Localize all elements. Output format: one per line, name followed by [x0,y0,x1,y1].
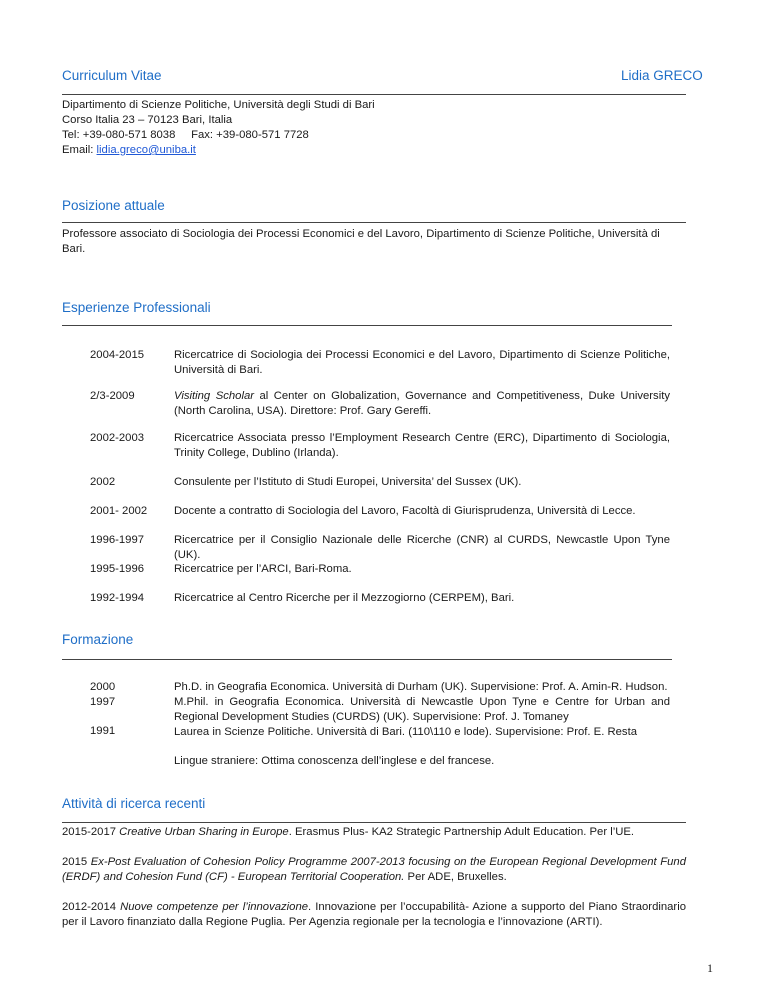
exp-desc: Ricercatrice Associata presso l’Employment Research Centre (ERC), Dipartimento di Sociologia, Trinity College, Dublino (Irlanda). [174,432,670,459]
exp-desc: Ricercatrice per il Consiglio Nazionale delle Ricerche (CNR) al CURDS, Newcastle Upon Tyne (UK). [174,534,670,561]
exp-desc: Docente a contratto di Sociologia del Lavoro, Facoltà di Giurisprudenza, Università di Lecce. [174,505,636,517]
header-name: Lidia GRECO [621,68,703,83]
edu-entry: Laurea in Scienze Politiche. Università di Bari. (110\110 e lode). Supervisione: Prof. E. Resta [174,726,637,738]
research-item [62,825,686,840]
contact-department: Dipartimento di Scienze Politiche, Università degli Studi di Bari [62,99,375,111]
edu-entry: Ph.D. in Geografia Economica. Università di Durham (UK). Supervisione: Prof. A. Amin-R. Hudson. [174,681,668,693]
posizione-role: Professore associato [62,228,168,240]
posizione-desc-2: Bari. [62,243,86,255]
header-rule [62,94,686,95]
section-title-posizione: Posizione attuale [62,198,165,213]
exp-year: 2002 [90,476,116,488]
posizione-rule [62,222,686,223]
research-title: Nuove competenze per l’innovazione [120,901,309,913]
contact-address: Corso Italia 23 – 70123 Bari, Italia [62,114,233,126]
edu-year: 1991 [90,725,116,737]
research-detail: . Innovazione per l’occupabilità- Azione a supporto del Piano Straordinario per il Lavoro finanziato dalla Regione Puglia. Per Agenzia regionale per la tecnologia e l’innovazione (ARTI). [62,901,686,928]
exp-desc-italic: Visiting Scholar [174,390,254,402]
research-detail: Per ADE, Bruxelles. [404,871,507,883]
research-detail: . Erasmus Plus- KA2 Strategic Partnership Adult Education. Per l’UE. [288,826,635,838]
exp-year: 1992-1994 [90,592,145,604]
exp-year: 2002-2003 [90,432,145,444]
section-title-formazione: Formazione [62,632,134,647]
section-title-ricerca: Attività di ricerca recenti [62,796,206,811]
header-title: Curriculum Vitae [62,68,162,83]
edu-entry: M.Phil. in Geografia Economica. Università di Newcastle Upon Tyne e Centre for Urban and Regional Development Studies (CURDS) (UK). Supervisione: Prof. J. Tomaney [174,696,670,723]
edu-entries [174,680,670,740]
research-item [62,855,686,885]
research-year: 2015-2017 [62,826,120,838]
edu-year: 1997 [90,696,116,708]
exp-desc: Consulente per l’Istituto di Studi Europei, Universita’ del Sussex (UK). [174,476,522,488]
posizione-text [62,227,686,257]
esperienze-rule [62,325,672,326]
contact-email-label: Email: [62,144,97,156]
research-year: 2015 [62,856,91,868]
ricerca-rule [62,822,686,823]
exp-desc-rest: al Center on Globalization, Governance and Competitiveness, Duke University (North Carolina, USA). Direttore: Prof. Gary Gereffi. [174,390,670,417]
exp-year: 1996-1997 [90,534,145,546]
exp-year: 2004-2015 [90,349,145,361]
exp-year: 1995-1996 [90,563,145,575]
exp-desc: Ricercatrice di Sociologia dei Processi Economici e del Lavoro, Dipartimento di Scienze Politiche, Università di Bari. [174,349,670,376]
exp-desc: Ricercatrice al Centro Ricerche per il Mezzogiorno (CERPEM), Bari. [174,592,515,604]
edu-languages: Lingue straniere: Ottima conoscenza dell’inglese e del francese. [174,755,495,767]
exp-year: 2/3-2009 [90,390,135,402]
formazione-rule [62,659,672,660]
exp-year: 2001- 2002 [90,505,148,517]
section-title-esperienze: Esperienze Professionali [62,300,211,315]
contact-phone: Tel: +39-080-571 8038 Fax: +39-080-571 7728 [62,129,309,141]
page-number: 1 [707,961,713,975]
research-year: 2012-2014 [62,901,121,913]
edu-year: 2000 [90,681,116,693]
research-title: Ex-Post Evaluation of Cohesion Policy Programme 2007-2013 focusing on the European Regional Development Fund (ERDF) and Cohesion Fund (CF) - European Territorial Cooperation. [62,856,686,883]
exp-desc: Ricercatrice per l’ARCI, Bari-Roma. [174,563,352,575]
exp-desc [174,389,670,419]
contact-email-link[interactable]: lidia.greco@uniba.it [96,144,196,156]
contact-email-row [62,143,196,158]
research-title: Creative Urban Sharing in Europe [119,826,289,838]
research-item [62,900,686,930]
posizione-desc-1: di Sociologia dei Processi Economici e del Lavoro, Dipartimento di Scienze Politiche, Università di [167,228,660,240]
